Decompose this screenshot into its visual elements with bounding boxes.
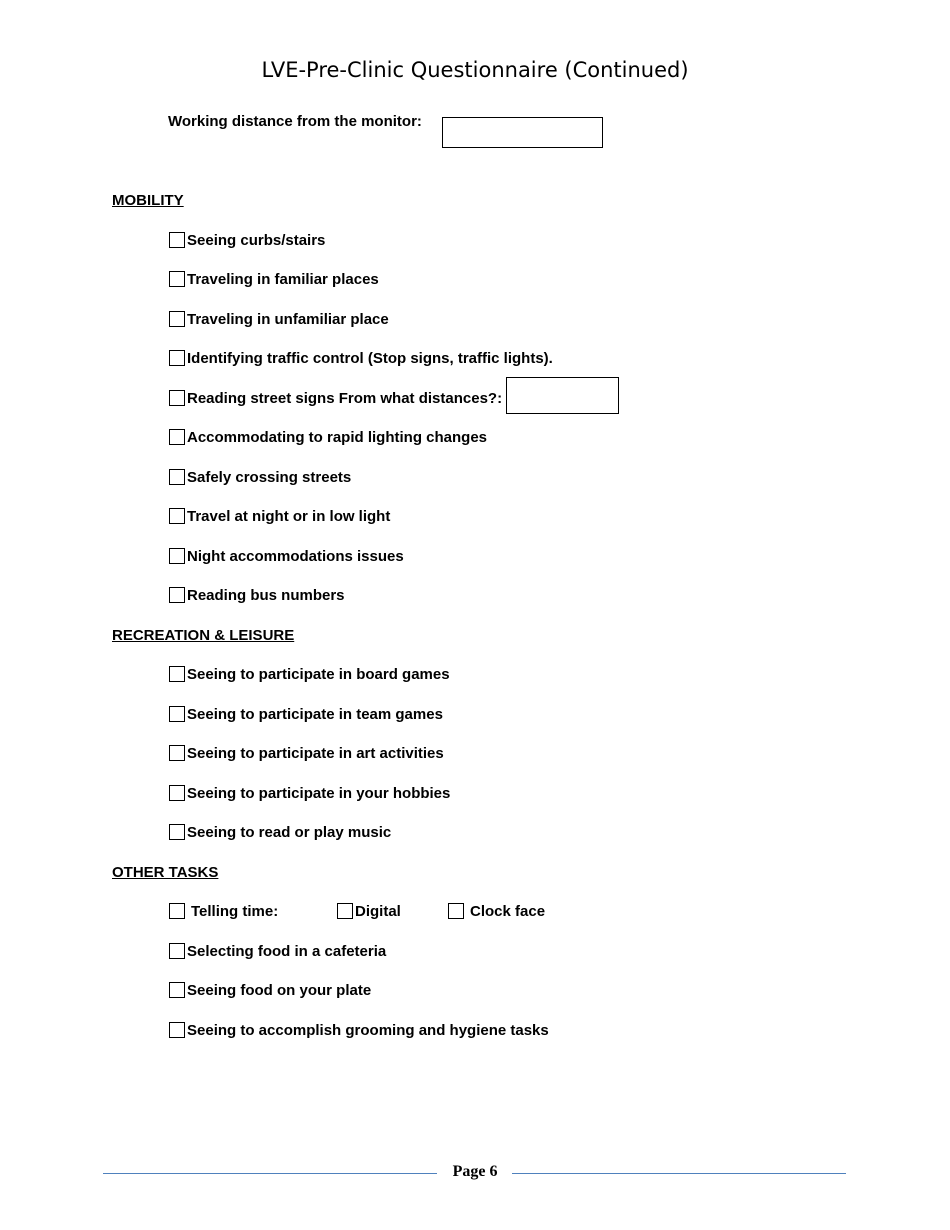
checkbox-label: Traveling in familiar places	[187, 270, 379, 288]
footer-divider-right	[512, 1173, 846, 1174]
recreation-item	[169, 783, 450, 803]
checkbox[interactable]	[169, 271, 185, 287]
recreation-item	[169, 704, 443, 724]
checkbox[interactable]	[169, 587, 185, 603]
checkbox[interactable]	[169, 232, 185, 248]
mobility-item	[169, 427, 487, 447]
other-task-item	[169, 980, 371, 1000]
checkbox[interactable]	[169, 785, 185, 801]
recreation-item	[169, 743, 444, 763]
checkbox-label: Seeing to participate in art activities	[187, 744, 444, 762]
checkbox-label: Digital	[355, 902, 401, 920]
other-task-item	[169, 1020, 549, 1040]
recreation-item	[169, 664, 450, 684]
checkbox-label: Reading bus numbers	[187, 586, 345, 604]
mobility-item	[169, 388, 502, 408]
checkbox[interactable]	[169, 350, 185, 366]
checkbox-label: Night accommodations issues	[187, 547, 404, 565]
mobility-heading: MOBILITY	[112, 192, 184, 209]
telling-time-label: Telling time:	[191, 902, 279, 920]
working-distance-field[interactable]	[442, 117, 603, 148]
checkbox-label: Seeing to participate in board games	[187, 665, 450, 683]
checkbox[interactable]	[448, 903, 464, 919]
checkbox[interactable]	[169, 706, 185, 722]
street-sign-distance-field[interactable]	[506, 377, 619, 414]
page-number: Page 6	[452, 1163, 498, 1180]
checkbox[interactable]	[169, 943, 185, 959]
checkbox[interactable]	[169, 390, 185, 406]
working-distance-label: Working distance from the monitor:	[168, 113, 422, 130]
mobility-item	[169, 348, 553, 368]
other-task-item	[169, 941, 386, 961]
checkbox[interactable]	[169, 469, 185, 485]
checkbox-label: Safely crossing streets	[187, 468, 352, 486]
telling-time-digital-option	[337, 901, 401, 921]
checkbox[interactable]	[169, 311, 185, 327]
checkbox[interactable]	[169, 429, 185, 445]
mobility-item	[169, 309, 389, 329]
mobility-item	[169, 585, 345, 605]
checkbox-label: Seeing food on your plate	[187, 981, 372, 999]
checkbox-label: Selecting food in a cafeteria	[187, 942, 387, 960]
recreation-item	[169, 822, 391, 842]
checkbox[interactable]	[169, 903, 185, 919]
checkbox[interactable]	[169, 666, 185, 682]
mobility-item	[169, 467, 351, 487]
checkbox-label: Seeing to participate in team games	[187, 705, 443, 723]
mobility-item	[169, 269, 379, 289]
telling-time-row	[169, 901, 278, 921]
mobility-item	[169, 546, 404, 566]
checkbox[interactable]	[169, 824, 185, 840]
checkbox-label: Travel at night or in low light	[187, 507, 391, 525]
footer-divider-left	[103, 1173, 437, 1174]
checkbox-label: Seeing to participate in your hobbies	[187, 784, 451, 802]
checkbox-label: Seeing curbs/stairs	[187, 231, 326, 249]
checkbox-label: Clock face	[470, 902, 546, 920]
telling-time-clockface-option	[448, 901, 545, 921]
checkbox[interactable]	[169, 982, 185, 998]
checkbox[interactable]	[337, 903, 353, 919]
checkbox-label: Identifying traffic control (Stop signs, traffic lights).	[187, 349, 553, 367]
checkbox-label: Traveling in unfamiliar place	[187, 310, 389, 328]
mobility-item	[169, 506, 390, 526]
checkbox[interactable]	[169, 1022, 185, 1038]
mobility-item	[169, 230, 325, 250]
checkbox-label: Accommodating to rapid lighting changes	[187, 428, 488, 446]
checkbox[interactable]	[169, 548, 185, 564]
page-title: LVE-Pre-Clinic Questionnaire (Continued)	[261, 58, 689, 82]
checkbox[interactable]	[169, 745, 185, 761]
recreation-heading: RECREATION & LEISURE	[112, 627, 295, 644]
other-tasks-heading: OTHER TASKS	[112, 864, 219, 881]
checkbox-label: Seeing to accomplish grooming and hygiene tasks	[187, 1021, 549, 1039]
checkbox-label: Seeing to read or play music	[187, 823, 392, 841]
checkbox[interactable]	[169, 508, 185, 524]
checkbox-label: Reading street signs From what distances?:	[187, 389, 503, 407]
